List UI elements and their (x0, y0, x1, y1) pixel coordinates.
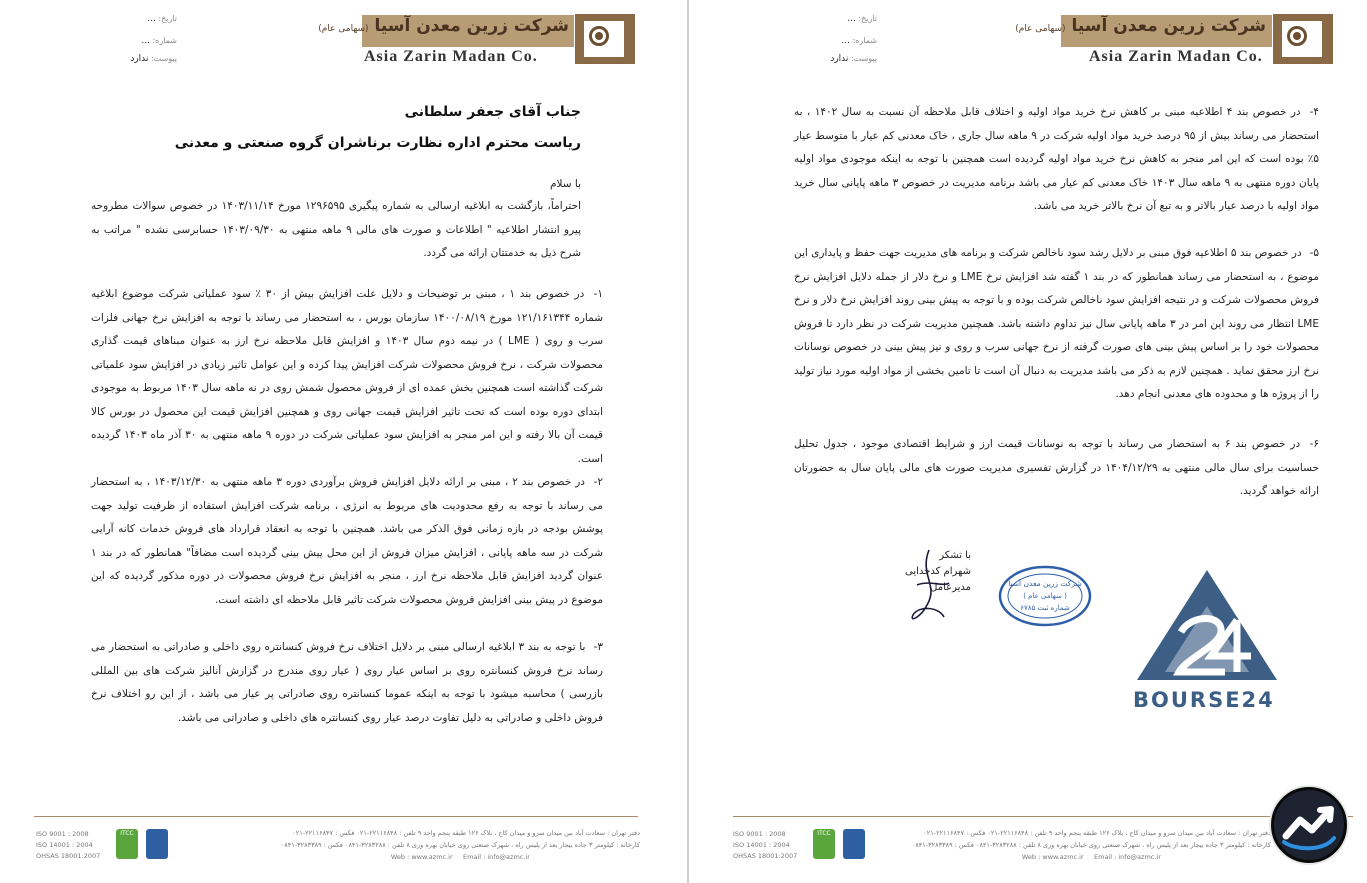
stamp-company: شرکت زرین معدن آسیا (1008, 579, 1082, 588)
company-stamp (997, 564, 1093, 628)
certification-badge (843, 829, 865, 859)
gear-icon (589, 26, 609, 46)
greeting: با سلام (549, 178, 581, 190)
list-item: ۱- در خصوص بند ۱ ، مبنی بر توضیحات و دلایل علت افزایش بیش از ۳۰ ٪ سود عملیاتی شرکت موضوع ابلاغیه شماره ۱۲۱/۱۶۱۳۴۴ مورخ ۱۴۰۰/۰۸/۱۹ سازمان بورس ، به استحضار می رساند با توجه به افزایش نرخ جهانی فلزات سرب و روی ( LME ) در نیمه دوم سال ۱۴۰۳ و افزایش قابل ملاحظه نرخ ارز به عنوان مبناهای قیمت گذاری محصولات شرکت ، نرخ فروش محصولات شرکت افزایش پیدا کرده و این عوامل تاثیر زیادی در افزایش سود علمیاتی شرکت گذاشته است همچنین بخش عمده ای از فروش محصول شمش روی در نه ماهه سال ۱۴۰۳ مربوط به موجودی ابتدای دوره بوده است که تحت تاثیر افزایش قیمت جهانی روی و همچنین افزایش قیمت این محصول در بورس کالا قیمت آن بالا رفته و این امر منجر به افزایش سود عملیاتی شرکت در دوره ۹ ماهه منتهی به ۳۰ آذر ماه ۱۴۰۳ گردیده است. (91, 288, 604, 465)
date-field: تاریخ: ... (147, 14, 177, 24)
gear-icon (1287, 26, 1307, 46)
company-name-fa: شرکت زرین معدن آسیا (سهامی عام) (1015, 16, 1266, 36)
number-field: شماره: ... (141, 36, 177, 46)
intro-paragraph: احتراماً، بازگشت به ابلاغیه ارسالی به شماره پیگیری ۱۲۹۶۵۹۵ مورخ ۱۴۰۳/۱۱/۱۴ در خصوص سوالات مطروحه پیرو انتشار اطلاعیه " اطلاعات و صورت های مالی ۹ ماهه منتهی به ۱۴۰۳/۰۹/۳۰ حسابرسی نشده " مراتب به شرح ذیل به خدمتتان ارائه می گردد. (91, 200, 581, 259)
letter-page-2 (689, 0, 1367, 883)
company-name-en: Asia Zarin Madan Co. (1089, 48, 1263, 65)
list-item: ۳- با توجه به بند ۳ ابلاغیه ارسالی مبنی بر دلایل اختلاف نرخ فروش کنسانتره روی داخلی و صادراتی به استحضار می رساند نرخ فروش کنسانتره روی بر اساس عیار روی ( عیار روی مندرج در گزارش آنالیز شرکت های بین المللی بازرسی ) محاسبه میشود با توجه به اینکه عموما کنسانتره روی صادراتی پر عیار می باشد ، از این رو اختلاف نرخ فروش داخلی و صادراتی به دلیل تفاوت درصد عیار روی کنسانتره های داخلی و صادراتی می باشد. (91, 641, 603, 724)
company-logo (1273, 14, 1333, 64)
iso-list: ISO 9001 : 2008 ISO 14001 : 2004 OHSAS 18001:2007 (36, 830, 101, 860)
company-logo (575, 14, 635, 64)
addressee-title: ریاست محترم اداره نظارت برناشران گروه صنعتی و معدنی (174, 135, 581, 151)
number-field: شماره: ... (841, 36, 877, 46)
stamp-type: ( سهامی عام ) (1023, 592, 1067, 600)
bourse24-wordmark: BOURSE24 (1133, 688, 1275, 712)
stamp-registration: شماره ثبت ۶۷۸۵ (1020, 604, 1070, 612)
iso-list: ISO 9001 : 2008 ISO 14001 : 2004 OHSAS 18001:2007 (733, 830, 798, 860)
footer-rule (733, 816, 1353, 817)
list-item: ۶- در خصوص بند ۶ به استحضار می رساند با توجه به نوسانات قیمت ارز و شرایط اقتصادی موجود ، جدول تحلیل حساسیت برای سال مالی منتهی به ۱۴۰۴/۱۲/۲۹ در گزارش تفسیری مدیریت صورت های مالی پایان سال به حضورتان ارائه خواهد گردید. (794, 438, 1319, 497)
company-name-en: Asia Zarin Madan Co. (364, 48, 538, 65)
trend-chart-icon (1274, 790, 1344, 860)
itcc-badge: ITCC (116, 829, 138, 859)
attachment-field: پیوست: ندارد (130, 54, 177, 64)
attachment-field: پیوست: ندارد (830, 54, 877, 64)
bourse24-logo (1133, 566, 1281, 684)
signature-block: با تشکر شهرام کدخدایی مدیرعامل (905, 550, 971, 593)
date-field: تاریخ: ... (847, 14, 877, 24)
footer-address: دفتر تهران : سعادت آباد بین میدان سرو و میدان کاج ، بلاک ۱۲۶ طبقه پنجم واحد ۹ تلفن : ۲۲۱۱۶۸۴۸-۰۲۱ فکس : ۲۲۱۱۶۸۴۷-۰۲۱ کارخانه : کیلومتر ۳ جاده بیجار بعد از پلیس راه ، شهرک صنعتی روی خیابان بهره وری ۸ تلفن : ۳۲۸۳۲۸۸-۰۸۴۱ فکس : ۳۲۸۳۳۸۹-۰۸۴۱ Web : www.azmc.ir Email : info@azmc.ir (911, 829, 1271, 861)
addressee-name: جناب آقای جعفر سلطانی (404, 104, 581, 120)
list-item: ۲- در خصوص بند ۲ ، مبنی بر ارائه دلایل افزایش فروش برآوردی دوره ۳ ماهه منتهی به ۱۴۰۳/۱۲/۳۰ ، به استحضار می رساند با توجه به رفع محدودیت های مربوط به انرژی ، برنامه شرکت افزایش استفاده از ظرفیت تولید جهت پوشش بودجه در بازه زمانی فوق الذکر می باشد. همچنین با توجه به انعقاد قرارداد های فروش خدمات کانه آرایی شرکت در سه ماهه پایانی ، افزایش میزان فروش از این محل پیش بینی گردیده است مضافاً" همانطور که در بند ۱ عنوان گردید افزایش قابل ملاحظه نرخ ارز ، منجر به افزایش نرخ فروش محصولات در دوره مذکور گردیده که این موضوع در پیش بینی افزایش فروش محصولات شرکت تاثیر قابل ملاحظه ای داشته است. (91, 476, 603, 606)
company-name-fa: شرکت زرین معدن آسیا (سهامی عام) (318, 16, 569, 36)
handwritten-signature (899, 545, 959, 630)
list-item: ۵- در خصوص بند ۵ اطلاعیه فوق مبنی بر دلایل رشد سود ناخالص شرکت و برنامه های مدیریت جهت حفظ و پایداری این موضوع ، به استحضار می رساند همانطور که در بند ۱ گفته شد افزایش نرخ LME و نرخ دلار از جمله دلایل افزایش نرخ فروش محصولات شرکت و در نتیجه افزایش سود ناخالص شرکت بوده و با توجه به پیش بینی روند افزایش نرخ دلار و نرخ LME انتظار می روند این امر در ۳ ماهه پایانی سال نیز تداوم داشته باشد. همچنین مدیریت شرکت در نظر دارد تا فروش محصولات خود را بر اساس پیش بینی های صورت گرفته از نرخ جهانی سرب و روی و نیز پیش بینی در خصوص نوسانات نرخ ارز محقق نماید . همچنین لازم به ذکر می باشد مدیریت به دنبال آن است تا تامین بخشی از مواد اولیه مورد نیاز تولید را از پروژه ها و محدوده های معدنی انجام دهد. (794, 247, 1319, 400)
certification-badge (146, 829, 168, 859)
footer-address: دفتر تهران : سعادت آباد بین میدان سرو و میدان کاج ، بلاک ۱۲۶ طبقه پنجم واحد ۹ تلفن : ۲۲۱۱۶۸۴۸-۰۲۱ فکس : ۲۲۱۱۶۸۴۷-۰۲۱ کارخانه : کیلومتر ۳ جاده بیجار بعد از پلیس راه ، شهرک صنعتی روی خیابان بهره وری ۸ تلفن : ۳۲۸۳۲۸۸-۰۸۴۱ فکس : ۳۲۸۳۳۸۹-۰۸۴۱ Web : www.azmc.ir Email : info@azmc.ir (280, 829, 640, 861)
itcc-badge: ITCC (813, 829, 835, 859)
list-item: ۴- در خصوص بند ۴ اطلاعیه مبنی بر کاهش نرخ خرید مواد اولیه و اختلاف قابل ملاحظه آن نسبت به سال ۱۴۰۲ ، به استحضار می رساند بیش از ۹۵ درصد خرید مواد اولیه شرکت در ۹ ماهه سال جاری ، خاک معدنی کم عیار با متوسط عیار ۵٪ بوده است که این امر منجر به کاهش نرخ خرید مواد اولیه گردیده است همچنین با توجه به اینکه موجودی مواد اولیه پایان دوره منتهی به ۹ ماهه سال ۱۴۰۳ خاک معدنی کم عیار می باشد برنامه مدیریت در خصوص ۳ ماهه پایانی سال خرید مواد اولیه با درصد عیار بالاتر و به تبع آن نرخ بالاتر خرید می باشد. (794, 106, 1319, 212)
floating-trend-button[interactable] (1271, 787, 1347, 863)
footer-rule (34, 816, 638, 817)
